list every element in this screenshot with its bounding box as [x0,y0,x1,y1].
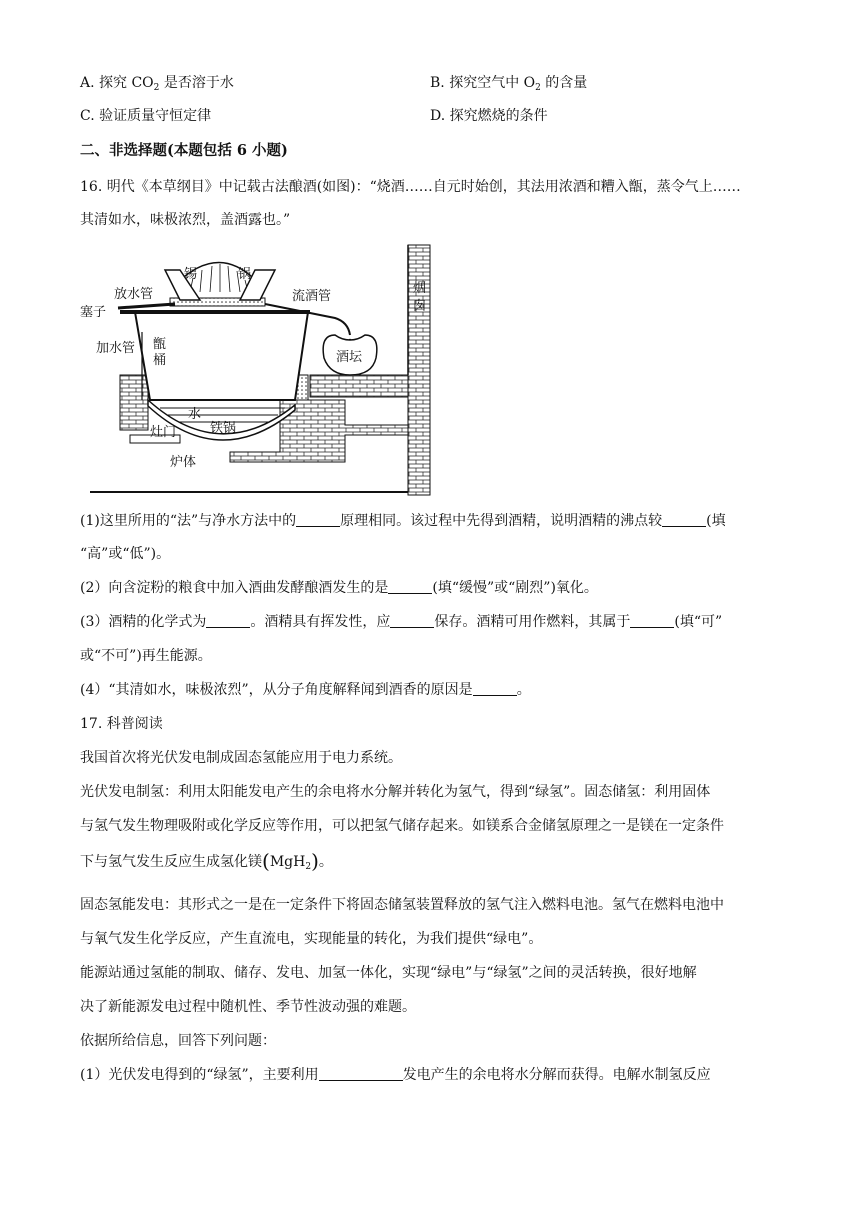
label-zeng: 甑 [153,337,167,352]
q17-para4-l2: 决了新能源发电过程中随机性、季节性波动强的难题。 [80,999,416,1015]
q16-p3-line2: 或“不可”)再生能源。 [80,648,212,664]
q17-para1: 我国首次将光伏发电制成固态氢能应用于电力系统。 [80,750,402,766]
answer-blank[interactable] [662,512,706,527]
q16-p1-line2: “高”或“低”)。 [80,546,171,562]
drain-pipe [118,304,175,308]
label-luti: 炉体 [170,455,197,470]
option-b: B. 探究空气中 $O_2$ 的含量 [430,75,588,93]
q17-title: 17. 科普阅读 [80,716,163,732]
brick-left [120,375,148,430]
option-d: D. 探究燃烧的条件 [430,108,548,124]
answer-blank[interactable] [206,613,250,628]
q16-p3-line1: (3）酒精的化学式为 。酒精具有挥发性，应 保存。酒精可用作燃料，其属于 (填“可” [80,614,723,630]
q16-intro-line2: 其清如水，味极浓烈，盖酒露也。” [80,212,291,228]
water-lines [160,408,285,422]
label-yan: 烟 [413,281,427,296]
answer-blank[interactable] [390,613,434,628]
label-cong: 囱 [413,299,427,314]
label-tong: 桶 [153,353,167,368]
distillation-figure [80,240,450,496]
section-title: 二、非选择题(本题包括 6 小题) [80,142,288,159]
label-jiutan: 酒坛 [336,350,363,365]
q17-para5: 依据所给信息，回答下列问题： [80,1033,276,1049]
pot-rim [120,310,310,314]
label-guo: 锅 [238,267,252,282]
q17-para3-l1: 固态氢能发电：其形式之一是在一定条件下将固态储氢装置释放的氢气注入燃料电池。氢气在燃料电池中 [80,897,724,913]
label-fangshuiguan: 放水管 [114,287,154,302]
answer-blank[interactable] [319,1066,403,1081]
answer-blank[interactable] [473,681,517,696]
answer-blank[interactable] [388,579,432,594]
label-tieguo: 铁锅 [210,421,237,436]
label-zaomen: 灶门 [150,425,177,440]
label-jiashuiguan: 加水管 [96,341,136,356]
q17-p1: (1）光伏发电得到的“绿氢”，主要利用 发电产生的余电将水分解而获得。电解水制氢反应 [80,1067,711,1083]
answer-blank[interactable] [296,512,340,527]
option-a: A. 探究 $CO_2$ 是否溶于水 [80,75,234,93]
q17-para2-l3: 下与氢气发生反应生成氢化镁(MgH$_2$)。 [80,849,333,873]
q16-intro-line1: 16. 明代《本草纲目》中记载古法酿酒(如图)：“烧酒……自元时始创，其法用浓酒和糟入甑，蒸令气上…… [80,179,741,195]
option-c: C. 验证质量守恒定律 [80,108,212,124]
q17-para4-l1: 能源站通过氢能的制取、储存、发电、加氢一体化，实现“绿电”与“绿氢”之间的灵活转换，很好地解 [80,965,697,981]
q16-p2: (2）向含淀粉的粮食中加入酒曲发酵酿酒发生的是 (填“缓慢”或“剧烈”)氧化。 [80,580,598,596]
label-liujiuguan: 流酒管 [292,289,332,304]
q16-p1-line1: (1)这里所用的“法”与净水方法中的 原理相同。该过程中先得到酒精，说明酒精的沸点较 (填 [80,513,726,529]
answer-blank[interactable] [630,613,674,628]
brick-platform [310,375,408,397]
label-saizi: 塞子 [80,305,107,320]
q17-para2-l1: 光伏发电制氢：利用太阳能发电产生的余电将水分解并转化为氢气，得到“绿氢”。固态储氢：利用固体 [80,784,711,800]
q16-p4: (4）“其清如水，味极浓烈”，从分子角度解释闻到酒香的原因是 。 [80,682,531,698]
label-shui: 水 [188,407,202,422]
q17-para2-l2: 与氢气发生物理吸附或化学反应等作用，可以把氢气储存起来。如镁系合金储氢原理之一是镁在一定条件 [80,818,724,834]
label-xi: 锡 [184,267,198,282]
q17-para3-l2: 与氧气发生化学反应，产生直流电，实现能量的转化，为我们提供“绿电”。 [80,931,543,947]
